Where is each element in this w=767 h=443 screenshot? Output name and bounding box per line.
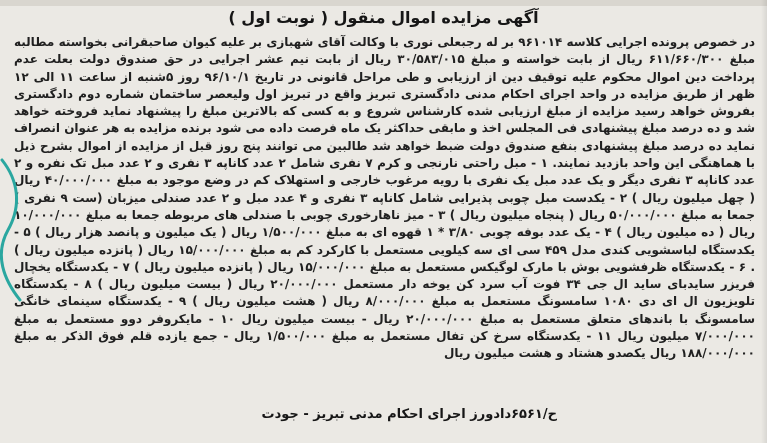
notice-title: آگهی مزایده اموال منقول ( نوبت اول ) bbox=[228, 8, 539, 27]
pen-mark-icon bbox=[0, 150, 28, 310]
paper-edge-shadow bbox=[761, 0, 767, 443]
notice-body: در خصوص پرونده اجرایی کلاسه ۹۶۱۰۱۴ بر له رجبعلی نوری با وکالت آقای شهبازی بر علیه کیوان صاحبقرانی بخواسته مطالبه مبلغ ۶۱۱/۶۶۰/۳۰۰ ریال از بابت خواسته و مبلغ ۳۰/۵۸۳/۰۱۵ ریال از بابت نیم عشر اجرایی در حق صندوق دولت بعلت عدم پرداخت دین اموال محکوم علیه توقیف دین از ارزیابی و طی مراحل قانونی در تاریخ ۹۶/۱۰/۱ روز ۵شنبه از ساعت ۱۱ الی ۱۲ ظهر از طریق مزایده در واحد اجرای احکام مدنی دادگستری تبریز واقع در تبریز اول ولیعصر ساختمان شماره دوم دادگستری بفروش خواهد رسید مزایده از مبلغ ارزیابی شده کارشناس شروع و به کسی که بالاترین مبلغ را پیشنهاد نماید فروخته خواهد شد و ده درصد مبلغ پیشنهادی فی المجلس اخذ و مابقی حداکثر یک ماه فرصت داده می شود برنده مزایده به هر عنوان انصراف نماید ده درصد مبلغ پیشنهادی بنفع صندوق دولت ضبط خواهد شد طالبین می توانند پنج روز قبل از مزایده از اموال بشرح ذیل با هماهنگی این واحد بازدید نمایند. ۱ - مبل راحتی نارنجی و کرم ۷ نفری شامل ۲ عدد کاناپه ۳ نفری و ۲ عدد مبل تک نفره و ۲ عدد کاناپه ۳ نفری دیگر و یک عدد مبل یک نفری با رویه مرغوب خارجی و استهلاک کم در وضع موجود به مبلغ ۴۰/۰۰۰/۰۰۰ ریال ( چهل میلیون ریال ) ۲ - یکدست مبل چوبی پذیرایی شامل کاناپه ۳ نفری و ۴ عدد مبل و ۲ عدد صندلی میزبان (ست ۹ نفری ) جمعا به مبلغ ۵۰/۰۰۰/۰۰۰ ریال ( پنجاه میلیون ریال ) ۳ - میز ناهارخوری چوبی با صندلی های مربوطه جمعا به مبلغ ۱۰/۰۰۰/۰۰۰ ریال ( ده میلیون ریال ) ۴ - یک عدد بوفه چوبی ۳/۸۰ * ۱ قهوه ای به مبلغ ۱/۵۰۰/۰۰۰ ریال ( یک میلیون و پانصد هزار ریال ) ۵ - یکدستگاه لباسشویی کندی مدل ۴۵۹ سی ای سه کیلویی مستعمل با کارکرد کم به مبلغ ۱۵/۰۰۰/۰۰۰ ریال ( پانزده میلیون ریال ) . ۶ - یکدستگاه ظرفشویی بوش با مارک لوگیکس مستعمل به مبلغ ۱۵/۰۰۰/۰۰۰ ریال ( پانزده میلیون ریال ) ۷ - یکدستگاه یخچال فریزر سایدبای ساید ال جی ۳۴ فوت آب سرد کن یوخه دار مستعمل ۲۰/۰۰۰/۰۰۰ ریال ( بیست میلیون ریال ) ۸ - یکدستگاه تلویزیون ال ای دی ۱۰۸۰ سامسونگ مستعمل به مبلغ ۸/۰۰۰/۰۰۰ ریال ( هشت میلیون ریال ) ۹ - یکدستگاه سینمای خانگی سامسونگ با باندهای متعلق مستعمل به مبلغ ۲۰/۰۰۰/۰۰۰ ریال - بیست میلیون ریال ۱۰ - مایکروفر دوو مستعمل به مبلغ ۷/۰۰۰/۰۰۰ میلیون ریال ۱۱ - یکدستگاه سرخ کن تفال مستعمل به مبلغ ۱/۵۰۰/۰۰۰ ریال - جمع یازده قلم فوق الذکر به مبلغ ۱۸۸/۰۰۰/۰۰۰ ریال یکصدو هشتاد و هشت میلیون ریال bbox=[14, 35, 755, 361]
notice-signature: ح/۶۵۶۱دادورز اجرای احکام مدنی تبریز - جودت bbox=[261, 407, 557, 422]
top-cut-edge bbox=[0, 0, 767, 6]
